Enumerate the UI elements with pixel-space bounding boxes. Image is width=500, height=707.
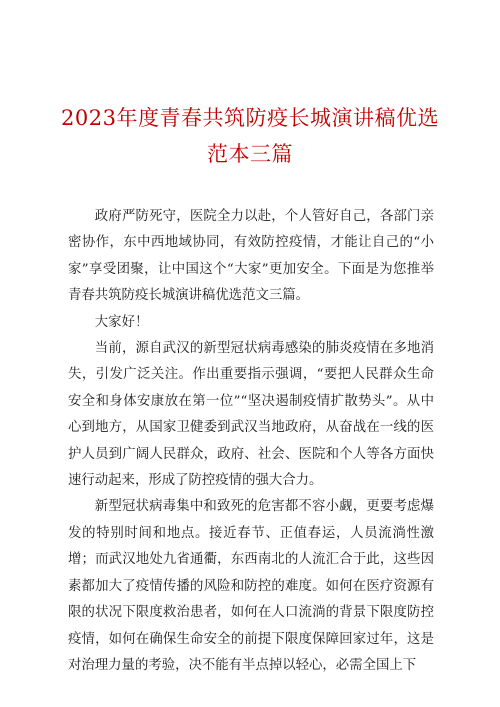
paragraph-greeting: 大家好！ [94, 314, 149, 330]
document-body [68, 204, 434, 679]
paragraph-challenge: 新型冠状病毒集中和致死的危害都不容小觑，更要考虑爆发的特别时间和地点。接近春节、正值春运，人员流淌性激增；而武汉地处九省通衢，东西南北的人流汇合于此，这些因素都加大了疫情传播的风险和防控的难度。如何在医疗资源有限的状况下限度救治患者，如何在人口流淌的背景下限度防控疫情，如何在确保生命安全的前提下限度保障回家过年，这是对治理力量的考验，决不能有半点掉以轻心，必需全国上下 [68, 499, 434, 673]
paragraph-situation: 当前，源自武汉的新型冠状病毒感染的肺炎疫情在多地消失，引发广泛关注。作出重要指示强调，“要把人民群众生命安全和身体安康放在第一位”“坚决遏制疫情扩散势头”。从中心到地方，从国家卫健委到武汉当地政府，从奋战在一线的医护人员到广阔人民群众，政府、社会、医院和个人等各方面快速行动起来，形成了防控疫情的强大合力。 [68, 341, 434, 489]
document-title: 2023年度青春共筑防疫长城演讲稿优选范本三篇 [61, 106, 439, 166]
paragraph-intro: 政府严防死守，医院全力以赴，个人管好自己，各部门亲密协作，东中西地域协同，有效防控疫情，才能让自己的“小家”享受团聚，让中国这个“大家”更加安全。下面是为您推举青春共筑防疫长城演讲稿优选范文三篇。 [68, 209, 434, 304]
